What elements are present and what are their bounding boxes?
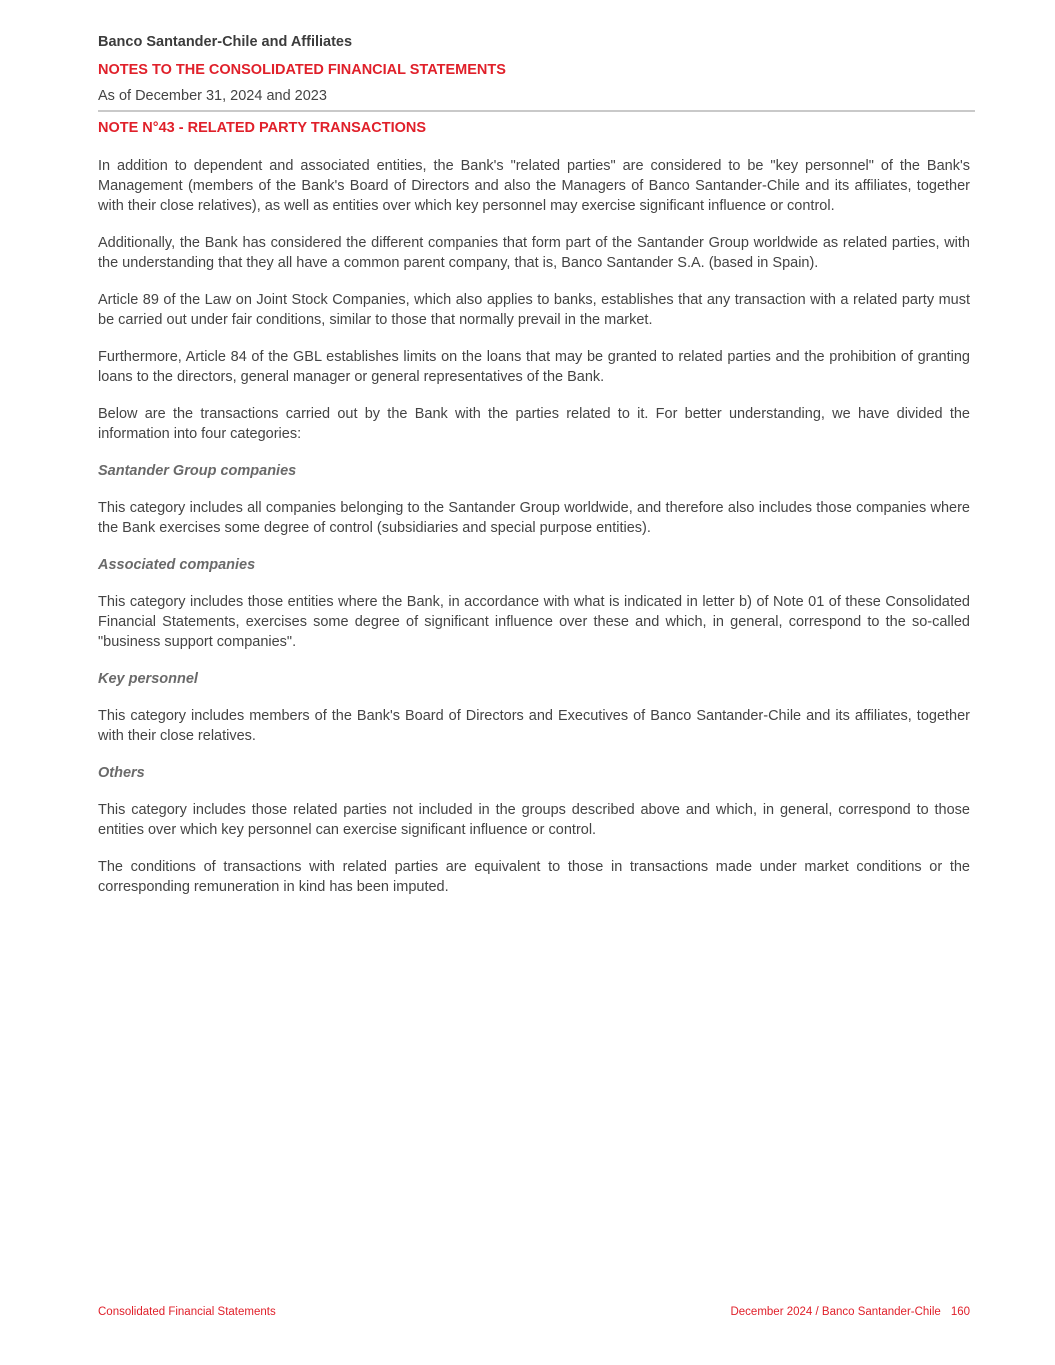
subheading-associated-companies: Associated companies [98,557,256,573]
paragraph-related-parties-definition: In addition to dependent and associated entities, the Bank's "related parties" are considered to be "key personnel" of the Bank's Management (members of the Bank's Board of Directors and also the Managers of Banco Santander-Chile and its affiliates, together with their close relatives), as well as entities over which key personnel may exercise significant influence or control. [98,158,970,214]
header-divider [98,110,975,112]
paragraph-article-89: Article 89 of the Law on Joint Stock Companies, which also applies to banks, establishes that any transaction with a related party must be carried out under fair conditions, similar to those that normally prevail in the market. [98,292,970,328]
subheading-santander-group-companies: Santander Group companies [98,463,297,479]
paragraph-santander-group-companies: This category includes all companies belonging to the Santander Group worldwide, and therefore also includes those companies where the Bank exercises some degree of control (subsidiaries and special purpose entities). [98,500,970,536]
page-number: 160 [950,1306,970,1318]
paragraph-santander-group: Additionally, the Bank has considered the different companies that form part of the Santander Group worldwide as related parties, with the understanding that they all have a common parent company, that is, Banco Santander S.A. (based in Spain). [98,235,970,271]
subheading-others: Others [98,765,145,781]
subheading-key-personnel: Key personnel [98,671,198,687]
footer-date-bank: December 2024 / Banco Santander-Chile [730,1306,941,1318]
document-page [98,0,970,1365]
paragraph-key-personnel: This category includes members of the Bank's Board of Directors and Executives of Banco Santander-Chile and its affiliates, together with their close relatives. [98,708,970,744]
footer-document-title: Consolidated Financial Statements [98,1306,276,1318]
paragraph-article-84: Furthermore, Article 84 of the GBL establishes limits on the loans that may be granted to related parties and the prohibition of granting loans to the directors, general manager or general representatives of the Bank. [98,349,970,385]
paragraph-others: This category includes those related parties not included in the groups described above and which, in general, correspond to those entities over which key personnel can exercise significant influence or control. [98,802,970,838]
paragraph-associated-companies: This category includes those entities where the Bank, in accordance with what is indicated in letter b) of Note 01 of these Consolidated Financial Statements, exercises some degree of significant influence over these and which, in general, correspond to the so-called "business support companies". [98,594,970,650]
note-title: NOTE N°43 - RELATED PARTY TRANSACTIONS [98,120,427,136]
paragraph-categories-intro: Below are the transactions carried out by the Bank with the parties related to it. For better understanding, we have divided the information into four categories: [98,406,970,442]
paragraph-transaction-conditions: The conditions of transactions with related parties are equivalent to those in transactions made under market conditions or the corresponding remuneration in kind has been imputed. [98,859,970,895]
footer-right [730,1306,970,1318]
reporting-period: As of December 31, 2024 and 2023 [98,88,327,104]
note-body [98,156,970,914]
section-title: NOTES TO THE CONSOLIDATED FINANCIAL STATEMENTS [98,62,506,78]
company-name: Banco Santander-Chile and Affiliates [98,34,353,50]
